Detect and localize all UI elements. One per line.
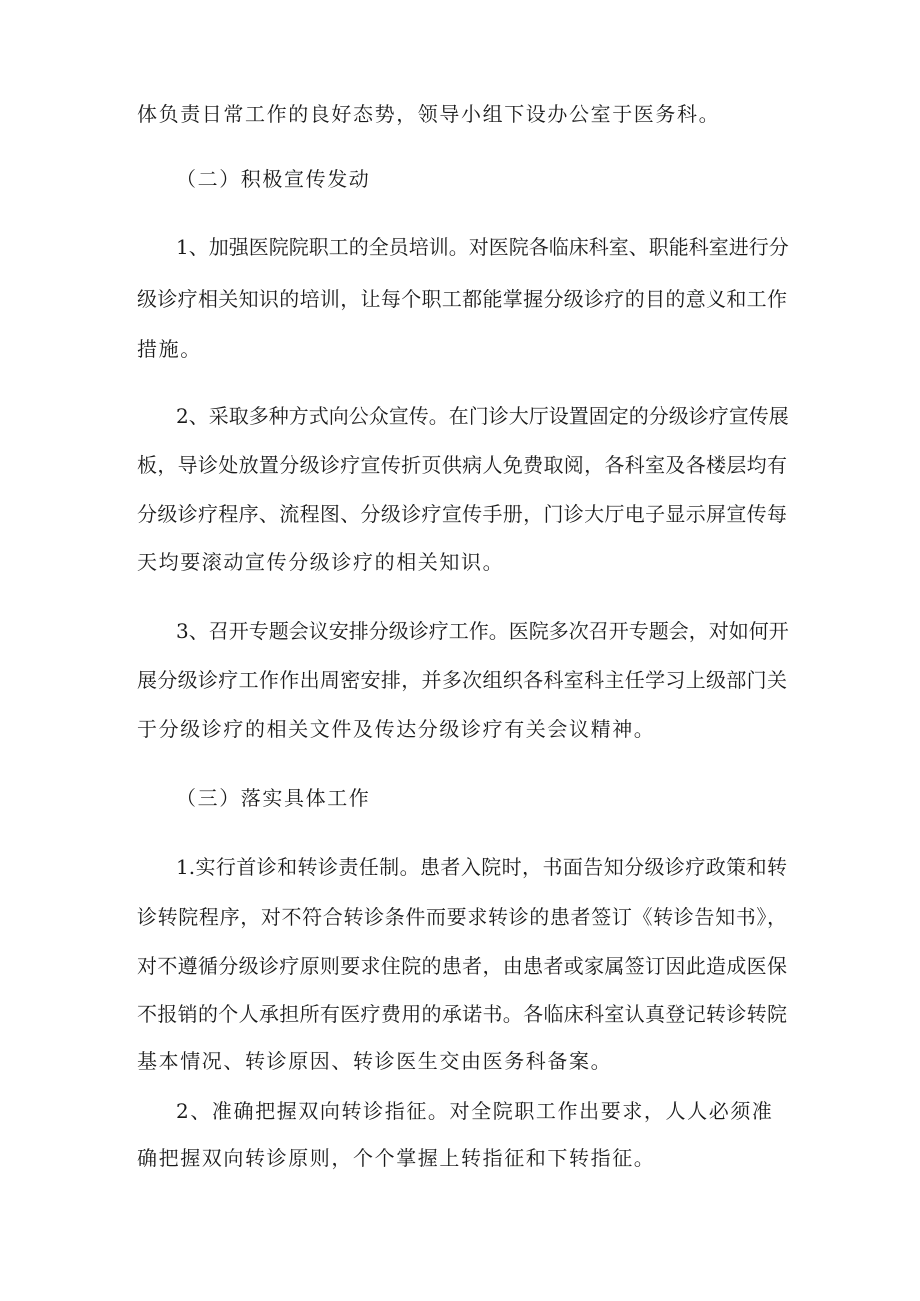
section-heading: （二）积极宣传发动 xyxy=(176,167,371,191)
paragraph-line: 对不遵循分级诊疗原则要求住院的患者，由患者或家属签订因此造成医保 xyxy=(137,954,787,978)
paragraph-line: 展分级诊疗工作作出周密安排，并多次组织各科室科主任学习上级部门关 xyxy=(137,668,787,692)
section-heading: （三）落实具体工作 xyxy=(176,786,371,810)
paragraph-line: 1.实行首诊和转诊责任制。患者入院时，书面告知分级诊疗政策和转 xyxy=(176,855,787,879)
paragraph-line: 分级诊疗程序、流程图、分级诊疗宣传手册，门诊大厅电子显示屏宣传每 xyxy=(137,502,787,526)
paragraph-line: 级诊疗相关知识的培训，让每个职工都能掌握分级诊疗的目的意义和工作 xyxy=(137,287,787,311)
paragraph-line: 基本情况、转诊原因、转诊医生交由医务科备案。 xyxy=(137,1049,613,1073)
paragraph-line: 板，导诊处放置分级诊疗宣传折页供病人免费取阅，各科室及各楼层均有 xyxy=(137,453,787,477)
paragraph-line: 3、召开专题会议安排分级诊疗工作。医院多次召开专题会，对如何开 xyxy=(176,619,789,643)
paragraph-line: 于分级诊疗的相关文件及传达分级诊疗有关会议精神。 xyxy=(137,717,656,741)
paragraph-line: 诊转院程序，对不符合转诊条件而要求转诊的患者签订《转诊告知书》， xyxy=(137,905,787,929)
paragraph-line: 措施。 xyxy=(137,337,202,361)
paragraph-line: 不报销的个人承担所有医疗费用的承诺书。各临床科室认真登记转诊转院 xyxy=(137,1002,787,1026)
paragraph-line: 2、采取多种方式向公众宣传。在门诊大厅设置固定的分级诊疗宣传展 xyxy=(176,404,789,428)
paragraph-line: 确把握双向转诊原则，个个掌握上转指征和下转指征。 xyxy=(137,1146,656,1170)
paragraph-line: 2、准确把握双向转诊指征。对全院职工作出要求，人人必须准 xyxy=(176,1099,774,1123)
paragraph-line: 体负责日常工作的良好态势，领导小组下设办公室于医务科。 xyxy=(137,102,721,126)
paragraph-line: 1、加强医院院职工的全员培训。对医院各临床科室、职能科室进行分 xyxy=(176,235,789,259)
paragraph-line: 天均要滚动宣传分级诊疗的相关知识。 xyxy=(137,550,505,574)
